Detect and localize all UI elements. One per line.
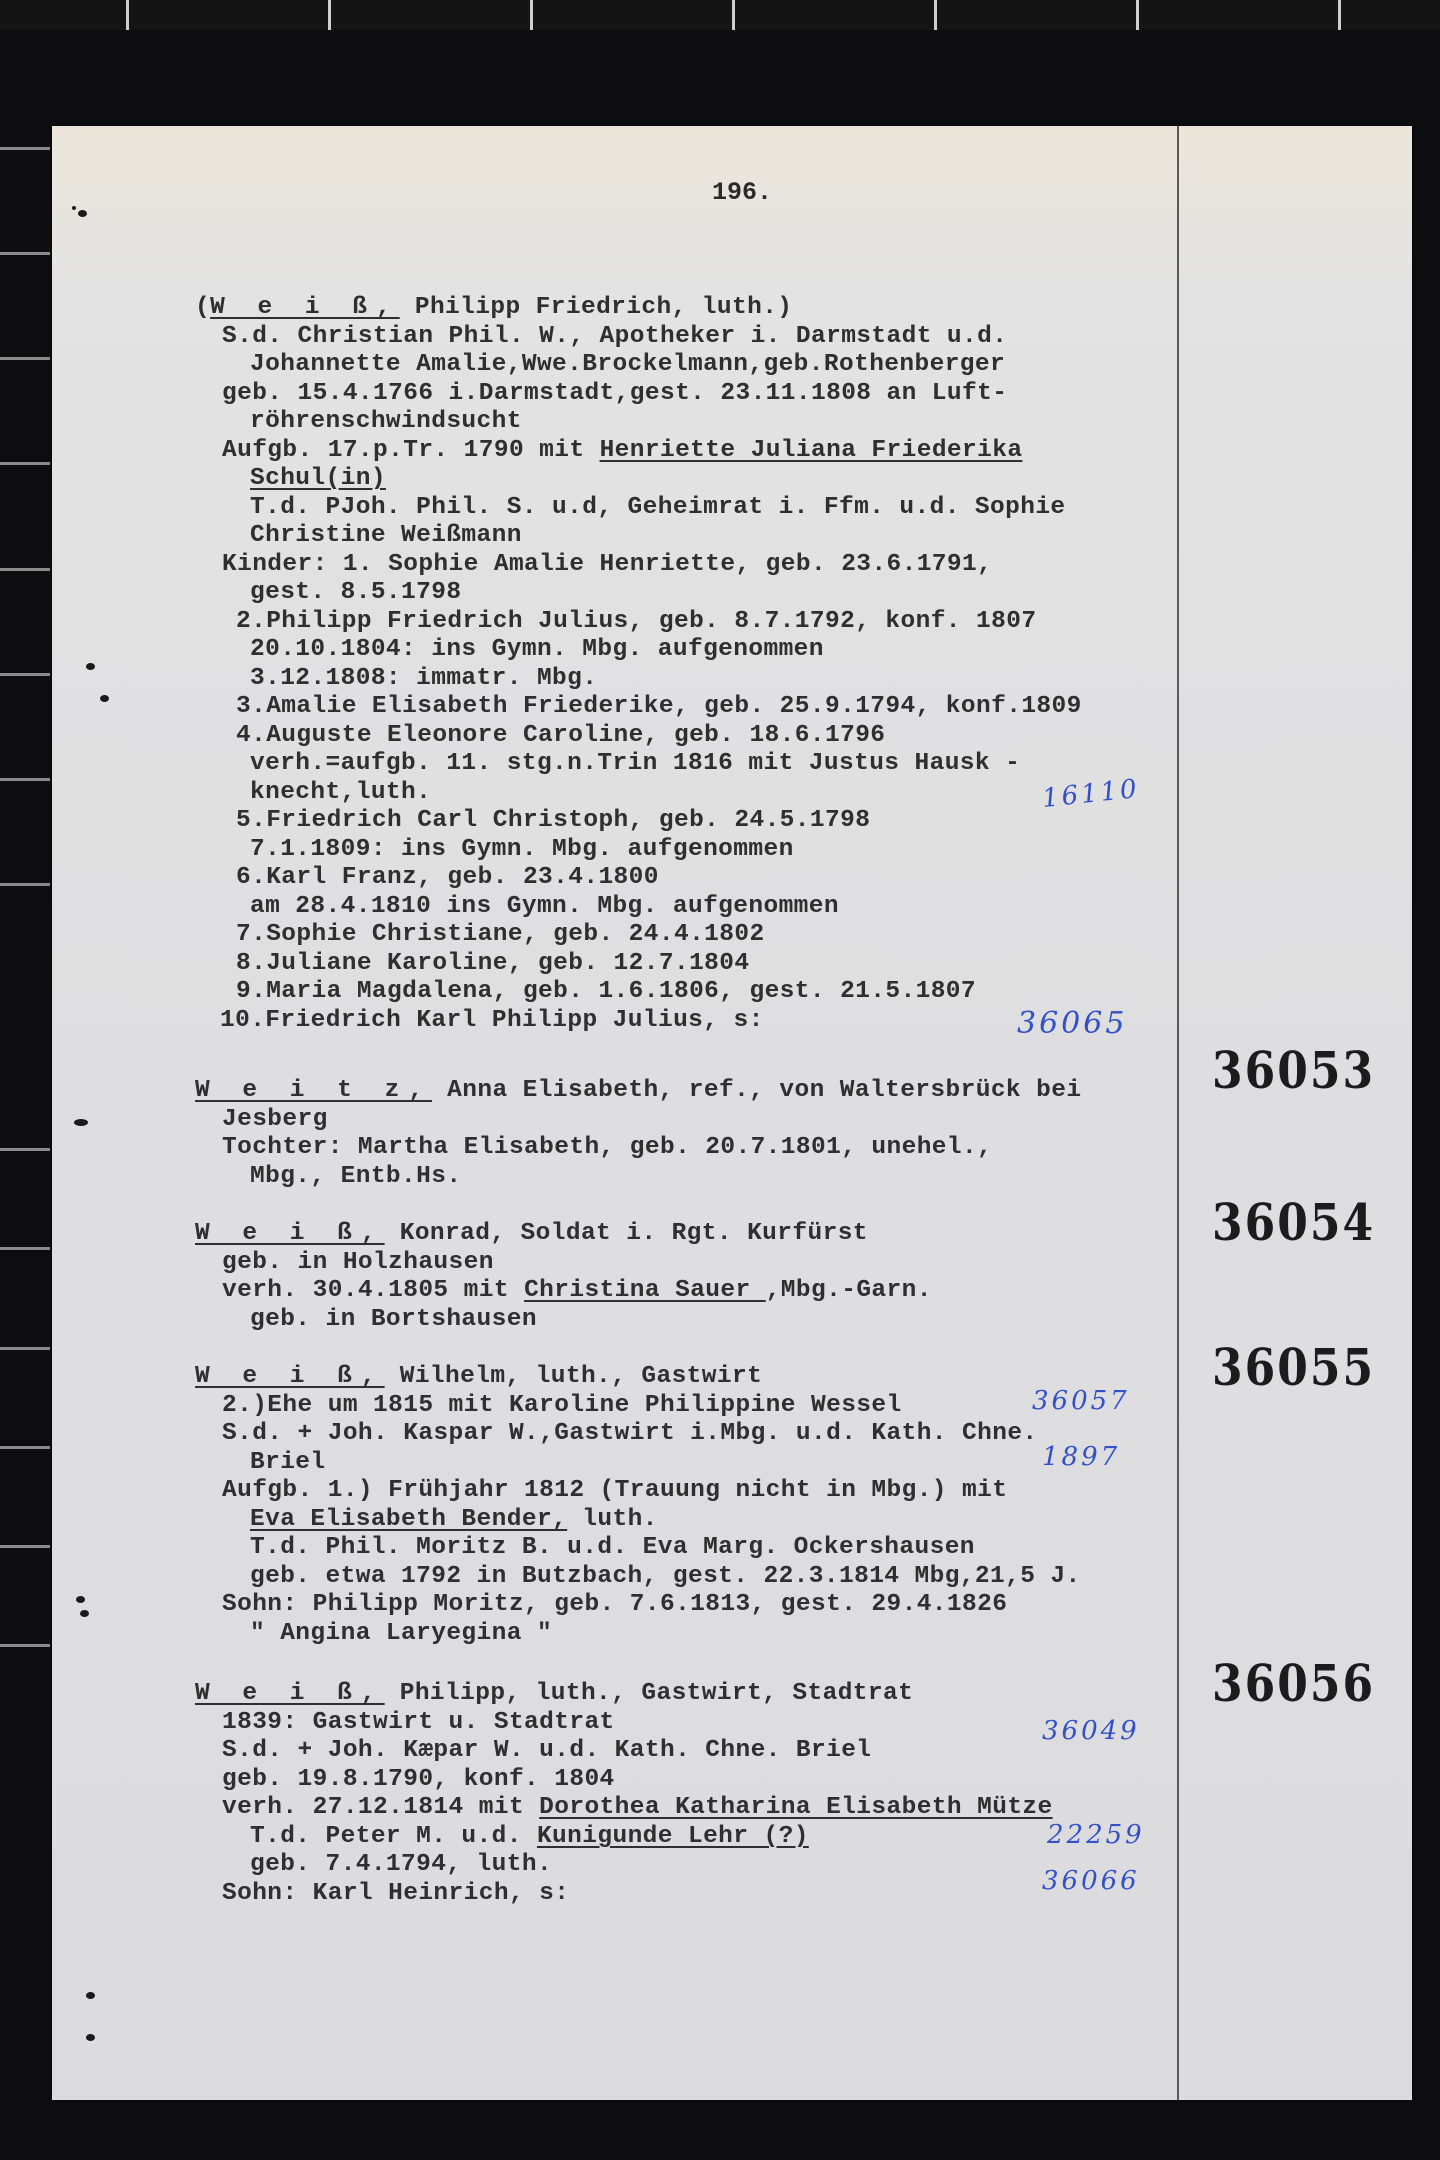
film-tick <box>0 1545 50 1548</box>
cause-of-death: röhrenschwindsucht <box>250 408 522 435</box>
film-tick <box>1136 0 1139 30</box>
child-item-cont: gest. 8.5.1798 <box>250 579 462 606</box>
entry-number-stamp: 36056 <box>1212 1655 1376 1714</box>
child-item: 10.Friedrich Karl Philipp Julius, s: <box>220 1007 764 1034</box>
spouse-parents: Christine Weißmann <box>250 522 522 549</box>
child-item: 2.Philipp Friedrich Julius, geb. 8.7.1792, konf. 1807 <box>236 608 1037 635</box>
spouse-parents: T.d. PJoh. Phil. S. u.d, Geheimrat i. Ffm. u.d. Sophie <box>250 494 1066 521</box>
surname: W e i t z, <box>195 1077 433 1104</box>
film-tick <box>1338 0 1341 30</box>
given-names: Anna Elisabeth, ref., von Waltersbrück bei <box>432 1077 1082 1104</box>
child-item: 9.Maria Magdalena, geb. 1.6.1806, gest. 21.5.1807 <box>236 978 977 1005</box>
parents-line: Briel <box>250 1449 326 1476</box>
child-item-cont: 3.12.1808: immatr. Mbg. <box>250 665 598 692</box>
handwritten-reference: 1897 <box>1042 1442 1121 1472</box>
marriage-line <box>222 1794 1053 1822</box>
spouse-name: Dorothea Katharina Elisabeth Mütze <box>539 1794 1053 1821</box>
child-item-cont: am 28.4.1810 ins Gymn. Mbg. aufgenommen <box>250 893 839 920</box>
handwritten-reference: 36049 <box>1042 1716 1140 1746</box>
punch-mark <box>76 1596 85 1603</box>
spouse-father: T.d. Peter M. u.d. <box>250 1823 537 1850</box>
given-names: Wilhelm, luth., Gastwirt <box>384 1363 763 1390</box>
punch-mark <box>78 210 87 217</box>
marriage-prefix: verh. 30.4.1805 mit <box>222 1277 525 1304</box>
surname: W e i ß, <box>195 1220 385 1247</box>
child-item: 5.Friedrich Carl Christoph, geb. 24.5.1798 <box>236 807 871 834</box>
surname: W e i ß, <box>210 294 400 321</box>
film-strip-top <box>0 0 1440 30</box>
entry-number-stamp: 36054 <box>1212 1194 1376 1253</box>
handwritten-reference: 36066 <box>1042 1866 1140 1896</box>
marriage-line: 2.)Ehe um 1815 mit Karoline Philippine Wessel <box>222 1392 902 1419</box>
film-tick <box>0 357 50 360</box>
surname: W e i ß, <box>195 1363 385 1390</box>
surname: W e i ß, <box>195 1680 385 1707</box>
film-tick <box>0 1446 50 1449</box>
birth-line: geb. 19.8.1790, konf. 1804 <box>222 1766 615 1793</box>
child-item: Sohn: Philipp Moritz, geb. 7.6.1813, gest. 29.4.1826 <box>222 1591 1008 1618</box>
spouse-name: Henriette Juliana Friederika <box>599 437 1023 464</box>
page-number: 196. <box>712 178 773 207</box>
child-item: 4.Auguste Eleonore Caroline, geb. 18.6.1796 <box>236 722 886 749</box>
birth-death-line: geb. 15.4.1766 i.Darmstadt,gest. 23.11.1808 an Luft- <box>222 380 1008 407</box>
spouse-birth: geb. in Bortshausen <box>250 1306 537 1333</box>
marriage-suffix: ,Mbg.-Garn. <box>765 1277 932 1304</box>
child-item: 3.Amalie Elisabeth Friederike, geb. 25.9.1794, konf.1809 <box>236 693 1082 720</box>
entry-heading <box>195 1077 1081 1105</box>
film-tick <box>934 0 937 30</box>
film-tick <box>0 1644 50 1647</box>
spouse-name: Christina Sauer <box>524 1277 766 1304</box>
child-item: Tochter: Martha Elisabeth, geb. 20.7.1801, unehel., <box>222 1134 993 1161</box>
parents-line: S.d. + Joh. Kaspar W.,Gastwirt i.Mbg. u.d. Kath. Chne. <box>222 1420 1038 1447</box>
child-item-cont: verh.=aufgb. 11. stg.n.Trin 1816 mit Justus Hausk - <box>250 750 1021 777</box>
spouse-birth-death: geb. etwa 1792 in Butzbach, gest. 22.3.1814 Mbg,21,5 J. <box>250 1563 1081 1590</box>
punch-mark <box>74 1119 88 1126</box>
marriage-line <box>222 437 1022 465</box>
film-tick <box>530 0 533 30</box>
child-item-cont: knecht,luth. <box>250 779 432 806</box>
child-item: Sohn: Karl Heinrich, s: <box>222 1880 570 1907</box>
handwritten-reference: 36065 <box>1017 1006 1128 1041</box>
marriage-line <box>222 1277 932 1305</box>
marriage-line: Aufgb. 1.) Frühjahr 1812 (Trauung nicht in Mbg.) mit <box>222 1477 1008 1504</box>
film-tick <box>0 673 50 676</box>
parents-line: S.d. Christian Phil. W., Apotheker i. Darmstadt u.d. <box>222 323 1008 350</box>
handwritten-reference: 16110 <box>1040 773 1142 815</box>
film-tick <box>0 778 50 781</box>
parents-line: Johannette Amalie,Wwe.Brockelmann,geb.Rothenberger <box>250 351 1006 378</box>
given-names: Konrad, Soldat i. Rgt. Kurfürst <box>384 1220 868 1247</box>
entry-heading <box>195 1363 762 1391</box>
punch-mark <box>100 695 109 702</box>
handwritten-reference: 22259 <box>1047 1820 1145 1850</box>
film-tick <box>0 883 50 886</box>
punch-mark <box>86 2034 95 2041</box>
child-item: 7.Sophie Christiane, geb. 24.4.1802 <box>236 921 765 948</box>
spouse-line <box>250 1506 658 1534</box>
occupation-line: 1839: Gastwirt u. Stadtrat <box>222 1709 615 1736</box>
spouse-name-cont <box>250 465 386 493</box>
document-page <box>52 126 1412 2100</box>
parents-line: S.d. + Joh. Kæpar W. u.d. Kath. Chne. Briel <box>222 1737 872 1764</box>
handwritten-reference: 36057 <box>1032 1386 1130 1416</box>
spouse-birth: geb. 7.4.1794, luth. <box>250 1851 553 1878</box>
film-tick <box>328 0 331 30</box>
entry-number-stamp: 36053 <box>1212 1042 1376 1101</box>
film-tick <box>126 0 129 30</box>
spouse-surname: Schul(in) <box>250 465 386 492</box>
film-tick <box>0 462 50 465</box>
punch-mark <box>86 663 95 670</box>
child-item-cont: Mbg., Entb.Hs. <box>250 1163 462 1190</box>
entry-number-stamp: 36055 <box>1212 1339 1376 1398</box>
film-tick <box>732 0 735 30</box>
child-item-cont: 7.1.1809: ins Gymn. Mbg. aufgenommen <box>250 836 794 863</box>
film-tick <box>0 1148 50 1151</box>
film-tick <box>0 1347 50 1350</box>
given-names: Philipp Friedrich, luth.) <box>399 294 793 321</box>
birth-line: geb. in Holzhausen <box>222 1249 494 1276</box>
entry-heading <box>195 1680 913 1708</box>
spouse-mother: Kunigunde Lehr (?) <box>536 1823 809 1850</box>
spouse-name: Eva Elisabeth Bender, <box>250 1506 568 1533</box>
place-line: Jesberg <box>222 1106 328 1133</box>
film-tick <box>0 568 50 571</box>
child-item-cont: " Angina Laryegina " <box>250 1620 553 1647</box>
child-item-cont: 20.10.1804: ins Gymn. Mbg. aufgenommen <box>250 636 824 663</box>
child-item: Kinder: 1. Sophie Amalie Henriette, geb. 23.6.1791, <box>222 551 993 578</box>
punch-mark <box>80 1610 89 1617</box>
child-item: 8.Juliane Karoline, geb. 12.7.1804 <box>236 950 750 977</box>
right-margin-rule <box>1177 126 1179 2100</box>
film-tick <box>0 147 50 150</box>
given-names: Philipp, luth., Gastwirt, Stadtrat <box>384 1680 914 1707</box>
paren: ( <box>195 294 211 321</box>
entry-heading <box>195 1220 868 1248</box>
spouse-parents <box>250 1823 809 1851</box>
entry-heading <box>195 294 792 322</box>
film-tick <box>0 1247 50 1250</box>
spouse-parents: T.d. Phil. Moritz B. u.d. Eva Marg. Ockershausen <box>250 1534 975 1561</box>
marriage-prefix: verh. 27.12.1814 mit <box>222 1794 540 1821</box>
punch-mark <box>72 206 76 210</box>
film-tick <box>0 252 50 255</box>
marriage-prefix: Aufgb. 17.p.Tr. 1790 mit <box>222 437 600 464</box>
punch-mark <box>86 1992 95 1999</box>
child-item: 6.Karl Franz, geb. 23.4.1800 <box>236 864 659 891</box>
spouse-religion: luth. <box>567 1506 658 1533</box>
